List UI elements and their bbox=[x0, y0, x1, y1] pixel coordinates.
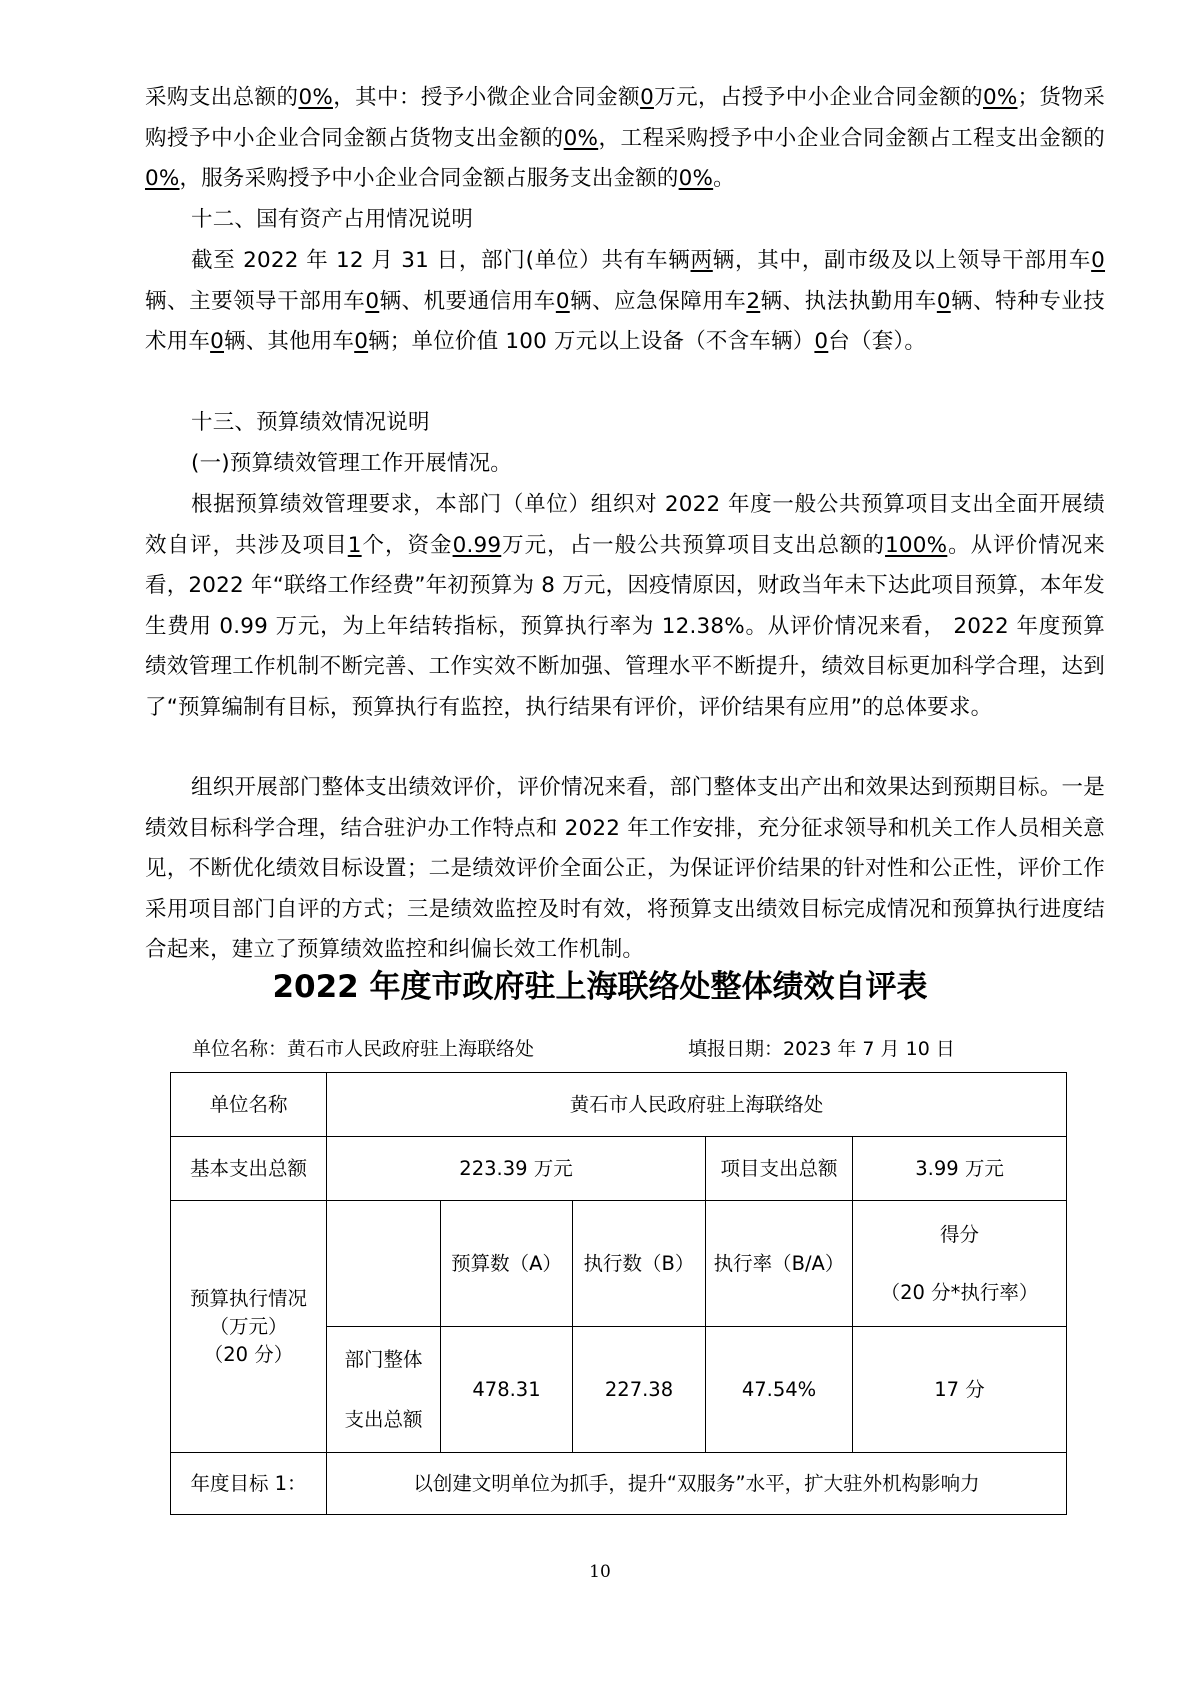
underlined-value: 0% bbox=[145, 166, 180, 191]
text-run: 辆、主要领导干部用车 bbox=[145, 288, 366, 314]
text-run: 截至 2022 年 12 月 31 日，部门(单位）共有车辆 bbox=[191, 248, 691, 273]
score-value-cell: 17 分 bbox=[853, 1327, 1067, 1453]
text-run: 辆、机要通信用车 bbox=[379, 288, 556, 314]
table-row bbox=[171, 1201, 1067, 1327]
underlined-value: 0% bbox=[678, 166, 714, 191]
section-heading-13: 十三、预算绩效情况说明 bbox=[191, 410, 430, 435]
empty-cell bbox=[327, 1201, 441, 1327]
text-run: 辆；单位价值 100 万元以上设备（不含车辆） bbox=[368, 329, 815, 354]
annual-goal-value-cell: 以创建文明单位为抓手，提升“双服务”水平，扩大驻外机构影响力 bbox=[327, 1453, 1067, 1515]
executed-b-header-cell: 执行数（B） bbox=[573, 1201, 706, 1327]
table-row bbox=[171, 1453, 1067, 1515]
paragraph-procurement bbox=[145, 78, 1105, 200]
text-run: ，工程采购授予中小企业合同金额占工程支出金额的 bbox=[598, 125, 1105, 151]
text-run: 万元，占授予中小企业合同金额的 bbox=[653, 85, 983, 110]
underlined-value: 0 bbox=[210, 329, 224, 354]
text-run: 。 bbox=[713, 166, 735, 191]
self-evaluation-table bbox=[170, 1072, 1067, 1515]
budget-label-line: 预算执行情况 bbox=[189, 1286, 307, 1310]
text-run: 辆，其中，副市级及以上领导干部用车 bbox=[712, 248, 1092, 273]
page-number: 10 bbox=[589, 1562, 611, 1582]
text-run: 辆、应急保障用车 bbox=[569, 288, 747, 314]
subsection-heading-13-1: (一)预算绩效管理工作开展情况。 bbox=[191, 451, 512, 476]
execution-rate-header-cell: 执行率（B/A） bbox=[706, 1201, 853, 1327]
text-run: ；货物采购授予中小企业合同金额占货物支出金额的 bbox=[145, 85, 1105, 151]
paragraph-overall-evaluation: 组织开展部门整体支出绩效评价，评价情况来看，部门整体支出产出和效果达到预期目标。一是绩效目标科学合理，结合驻沪办工作特点和 2022 年工作安排，充分征求领导和机关工作人员相关意见，不断优化绩效目标设置；二是绩效评价全面公正，为保证评价结果的针对性和公正性，评价工作采用项目部门自评的方式；三是绩效监控及时有效，将预算支出绩效目标完成情况和预算执行进度结合起来，建立了预算绩效监控和纠偏长效工作机制。 bbox=[145, 775, 1105, 962]
budget-label-line: （万元） bbox=[209, 1314, 288, 1338]
budget-label-line: （20 分） bbox=[203, 1342, 294, 1366]
text-run: 根据预算绩效管理要求，本部门（单位）组织对 2022 年度一般公共预算项目支出全面开展绩效自评，共涉及项目 bbox=[145, 492, 1105, 558]
underlined-value: 0% bbox=[298, 85, 333, 110]
project-expense-label: 项目支出总额 bbox=[720, 1156, 838, 1180]
underlined-value: 1 bbox=[347, 532, 362, 558]
table-row bbox=[171, 1137, 1067, 1201]
underlined-value: 0 bbox=[365, 288, 380, 314]
row-label-line: 支出总额 bbox=[344, 1407, 423, 1431]
underlined-value: 0 bbox=[814, 329, 829, 354]
text-run: 。从评价情况来看，2022 年“联络工作经费”年初预算为 8 万元，因疫情原因，财政当年未下达此项目预算，本年发生费用 0.99 万元，为上年结转指标，预算执行率为 12.38%。从评价情况来看， 2022 年度预算绩效管理工作机制不断完善、工作实效不断加强、管理水平不断提升，绩效目标更加科学合理，达到了“预算编制有目标，预算执行有监控，执行结果有评价，评价结果有应用”的总体要求。 bbox=[145, 532, 1105, 720]
paragraph-vehicles bbox=[145, 241, 1105, 363]
text-run: 个，资金 bbox=[361, 532, 453, 558]
department-total-header-cell bbox=[327, 1327, 441, 1453]
score-label-line: （20 分*执行率） bbox=[880, 1280, 1039, 1304]
text-run: ，服务采购授予中小企业合同金额占服务支出金额的 bbox=[179, 166, 679, 191]
annual-goal-header-cell: 年度目标 1： bbox=[171, 1453, 327, 1515]
budget-value-cell: 478.31 bbox=[441, 1327, 573, 1453]
project-expense-header-cell bbox=[706, 1137, 853, 1201]
text-run: ，其中：授予小微企业合同金额 bbox=[332, 85, 641, 110]
executed-value-cell: 227.38 bbox=[573, 1327, 706, 1453]
text-run: 辆、执法执勤用车 bbox=[760, 288, 937, 314]
text-run: 辆、特种专业技术用车 bbox=[145, 288, 1105, 354]
underlined-value: 0 bbox=[936, 288, 951, 314]
underlined-value: 0% bbox=[983, 85, 1018, 110]
underlined-value: 2 bbox=[746, 288, 761, 314]
text-run: 万元，占一般公共预算项目支出总额的 bbox=[501, 532, 886, 558]
underlined-value: 100% bbox=[885, 532, 948, 558]
table-row bbox=[171, 1073, 1067, 1137]
budget-a-header-cell: 预算数（A） bbox=[441, 1201, 573, 1327]
score-label-line: 得分 bbox=[940, 1222, 980, 1246]
form-title: 2022 年度市政府驻上海联络处整体绩效自评表 bbox=[272, 969, 928, 1005]
unit-name-value-cell: 黄石市人民政府驻上海联络处 bbox=[327, 1073, 1067, 1137]
text-run: 台（套）。 bbox=[828, 329, 927, 354]
fill-date-label: 填报日期：2023 年 7 月 10 日 bbox=[688, 1038, 955, 1060]
underlined-value: 0.99 bbox=[452, 532, 502, 558]
underlined-value: 两 bbox=[690, 248, 713, 273]
underlined-value: 0 bbox=[354, 329, 369, 354]
project-expense-value-cell: 3.99 万元 bbox=[853, 1137, 1067, 1201]
underlined-value: 0% bbox=[563, 125, 599, 151]
unit-name-header-cell: 单位名称 bbox=[171, 1073, 327, 1137]
text-run: 采购支出总额的 bbox=[145, 85, 299, 110]
row-label-line: 部门整体 bbox=[344, 1347, 423, 1371]
underlined-value: 0 bbox=[640, 85, 654, 110]
text-run: 辆、其他用车 bbox=[224, 329, 355, 354]
paragraph-performance bbox=[145, 485, 1105, 728]
budget-execution-header-cell bbox=[171, 1201, 327, 1453]
score-header-cell bbox=[853, 1201, 1067, 1327]
underlined-value: 0 bbox=[1091, 248, 1106, 273]
unit-name-label: 单位名称：黄石市人民政府驻上海联络处 bbox=[192, 1038, 535, 1060]
basic-expense-header-cell: 基本支出总额 bbox=[171, 1137, 327, 1201]
section-heading-12: 十二、国有资产占用情况说明 bbox=[191, 207, 474, 232]
underlined-value: 0 bbox=[555, 288, 570, 314]
execution-rate-value-cell: 47.54% bbox=[706, 1327, 853, 1453]
basic-expense-value-cell: 223.39 万元 bbox=[327, 1137, 706, 1201]
